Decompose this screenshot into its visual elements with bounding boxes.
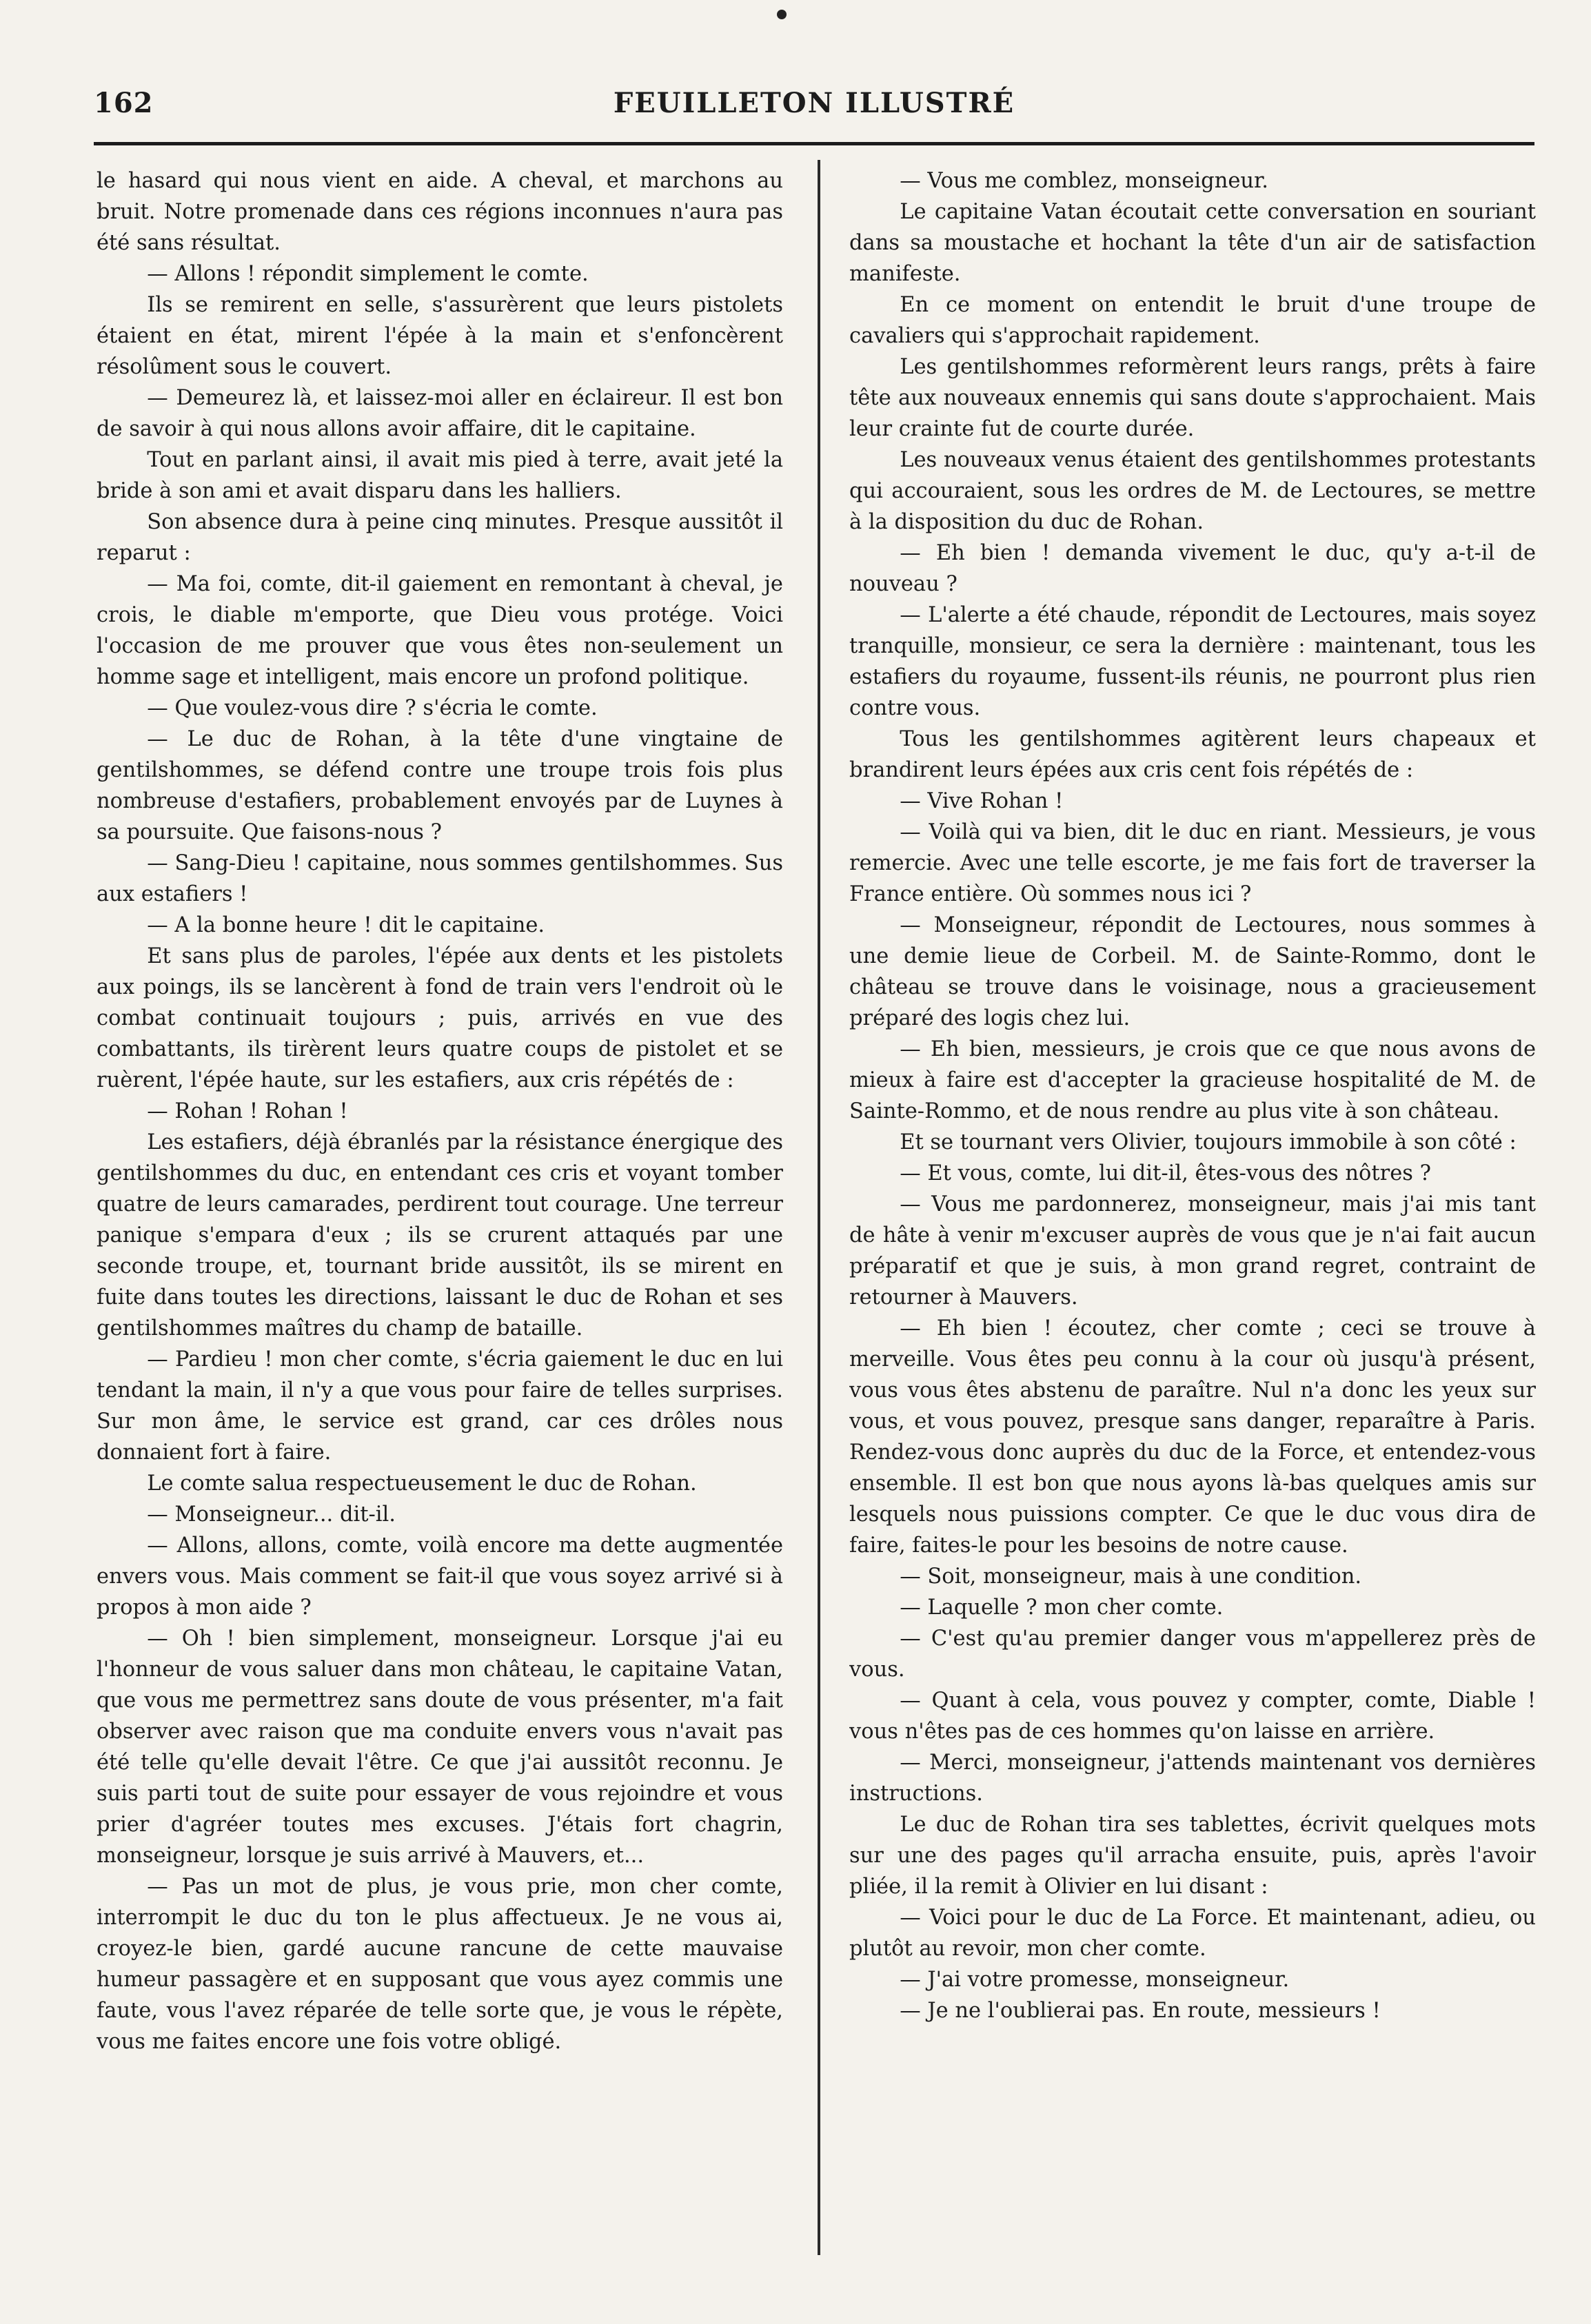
paragraph: — Pas un mot de plus, je vous prie, mon cher comte, interrompit le duc du ton le plus affectueux. Je ne vous ai, croyez-le bien, gardé aucune rancune de cette mauvaise humeur passagère et en supposant que vous ayez commis une faute, vous l'avez réparée de telle sorte que, je vous le répète, vous me faites encore une fois votre obligé. — [97, 1875, 783, 2054]
paragraph: — Allons ! répondit simplement le comte. — [147, 262, 589, 286]
paragraph: — Sang-Dieu ! capitaine, nous sommes gentilshommes. Sus aux estafiers ! — [97, 851, 783, 906]
paragraph: Les gentilshommes reformèrent leurs rangs, prêts à faire tête aux nouveaux ennemis qui sans doute s'approchaient. Mais leur crainte fut de courte durée. — [849, 355, 1536, 441]
paragraph: Et se tournant vers Olivier, toujours immobile à son côté : — [900, 1130, 1517, 1154]
ink-blot — [777, 10, 787, 19]
paragraph: — Soit, monseigneur, mais à une condition. — [900, 1564, 1362, 1589]
paragraph: — Monseigneur... dit-il. — [147, 1502, 396, 1527]
paragraph: — Eh bien ! écoutez, cher comte ; ceci se trouve à merveille. Vous êtes peu connu à la cour où jusqu'à présent, vous vous êtes abstenu de paraître. Nul n'a donc les yeux sur vous, et vous pouvez, presque sans danger, reparaître à Paris. Rendez-vous donc auprès du duc de la Force, et entendez-vous ensemble. Il est bon que nous ayons là-bas quelques amis sur lesquels nous puissions compter. Ce que le duc vous dira de faire, faites-le pour les besoins de notre cause. — [849, 1316, 1536, 1558]
page-header — [94, 87, 1534, 135]
paragraph: — Voilà qui va bien, dit le duc en riant. Messieurs, je vous remercie. Avec une telle escorte, je me fais fort de traverser la France entière. Où sommes nous ici ? — [849, 820, 1536, 906]
header-rule — [94, 142, 1534, 145]
paragraph: — Monseigneur, répondit de Lectoures, nous sommes à une demie lieue de Corbeil. M. de Sainte-Rommo, dont le château se trouve dans le voisinage, nous a gracieusement préparé des logis chez lui. — [849, 913, 1536, 1030]
column-divider — [818, 160, 820, 2255]
page-number: 162 — [94, 87, 154, 119]
paragraph: — L'alerte a été chaude, répondit de Lectoures, mais soyez tranquille, monsieur, ce sera la dernière : maintenant, tous les estafiers du royaume, fussent-ils réunis, ne pourront plus rien contre vous. — [849, 603, 1536, 720]
paragraph: — Allons, allons, comte, voilà encore ma dette augmentée envers vous. Mais comment se fait-il que vous soyez arrivé si à propos à mon aide ? — [97, 1533, 783, 1620]
paragraph: — Que voulez-vous dire ? s'écria le comte. — [147, 696, 598, 720]
paragraph: le hasard qui nous vient en aide. A cheval, et marchons au bruit. Notre promenade dans ces régions inconnues n'aura pas été sans résultat. — [97, 169, 783, 255]
paragraph: Les estafiers, déjà ébranlés par la résistance énergique des gentilshommes du duc, en entendant ces cris et voyant tomber quatre de leurs camarades, perdirent tout courage. Une terreur panique s'empara d'eux ; ils se crurent attaqués par une seconde troupe, et, tournant bride aussitôt, ils se mirent en fuite dans toutes les directions, laissant le duc de Rohan et ses gentilshommes maîtres du champ de bataille. — [97, 1130, 783, 1341]
paragraph: Le duc de Rohan tira ses tablettes, écrivit quelques mots sur une des pages qu'il arracha ensuite, puis, après l'avoir pliée, il la remit à Olivier en lui disant : — [849, 1813, 1536, 1899]
paragraph: — Et vous, comte, lui dit-il, êtes-vous des nôtres ? — [900, 1161, 1431, 1185]
right-column — [849, 165, 1536, 2254]
paragraph: Tout en parlant ainsi, il avait mis pied à terre, avait jeté la bride à son ami et avait disparu dans les halliers. — [97, 448, 783, 503]
paragraph: — A la bonne heure ! dit le capitaine. — [147, 913, 545, 937]
paragraph: — Quant à cela, vous pouvez y compter, comte, Diable ! vous n'êtes pas de ces hommes qu'on laisse en arrière. — [849, 1689, 1536, 1744]
paragraph: — Le duc de Rohan, à la tête d'une vingtaine de gentilshommes, se défend contre une troupe trois fois plus nombreuse d'estafiers, probablement envoyés par de Luynes à sa poursuite. Que faisons-nous ? — [97, 727, 783, 844]
paragraph: — Vous me pardonnerez, monseigneur, mais j'ai mis tant de hâte à venir m'excuser auprès de vous que je n'ai fait aucun préparatif et que je suis, à mon grand regret, contraint de retourner à Mauvers. — [849, 1192, 1536, 1309]
paragraph: — Je ne l'oublierai pas. En route, messieurs ! — [900, 1999, 1381, 2023]
left-column — [97, 165, 783, 2254]
paragraph: — Eh bien ! demanda vivement le duc, qu'y a-t-il de nouveau ? — [849, 541, 1536, 596]
paragraph: — Eh bien, messieurs, je crois que ce que nous avons de mieux à faire est d'accepter la gracieuse hospitalité de M. de Sainte-Rommo, et de nous rendre au plus vite à son château. — [849, 1037, 1536, 1123]
paragraph: Tous les gentilshommes agitèrent leurs chapeaux et brandirent leurs épées aux cris cent fois répétés de : — [849, 727, 1536, 782]
paragraph: Son absence dura à peine cinq minutes. Presque aussitôt il reparut : — [97, 510, 783, 565]
paragraph: Ils se remirent en selle, s'assurèrent que leurs pistolets étaient en état, mirent l'épée à la main et s'enfoncèrent résolûment sous le couvert. — [97, 293, 783, 379]
paragraph: — Vous me comblez, monseigneur. — [900, 169, 1268, 193]
paragraph: — Merci, monseigneur, j'attends maintenant vos dernières instructions. — [849, 1751, 1536, 1806]
paragraph: Le capitaine Vatan écoutait cette conversation en souriant dans sa moustache et hochant la tête d'un air de satisfaction manifeste. — [849, 200, 1536, 286]
paragraph: — Voici pour le duc de La Force. Et maintenant, adieu, ou plutôt au revoir, mon cher comte. — [849, 1906, 1536, 1961]
paragraph: — J'ai votre promesse, monseigneur. — [900, 1968, 1290, 1992]
paragraph: — Laquelle ? mon cher comte. — [900, 1596, 1224, 1620]
running-title: FEUILLETON ILLUSTRÉ — [613, 87, 1015, 119]
paragraph: Les nouveaux venus étaient des gentilshommes protestants qui accouraient, sous les ordres de M. de Lectoures, se mettre à la disposition du duc de Rohan. — [849, 448, 1536, 534]
paragraph: Le comte salua respectueusement le duc de Rohan. — [147, 1471, 697, 1496]
paragraph: — Oh ! bien simplement, monseigneur. Lorsque j'ai eu l'honneur de vous saluer dans mon château, le capitaine Vatan, que vous me permettrez sans doute de vous présenter, m'a fait observer avec raison que ma conduite envers vous n'avait pas été telle qu'elle devait l'être. Ce que j'ai aussitôt reconnu. Je suis parti tout de suite pour essayer de vous rejoindre et vous prier d'agréer toutes mes excuses. J'étais fort chagrin, monseigneur, lorsque je suis arrivé à Mauvers, et... — [97, 1627, 783, 1868]
paragraph: — Demeurez là, et laissez-moi aller en éclaireur. Il est bon de savoir à qui nous allons avoir affaire, dit le capitaine. — [97, 386, 783, 441]
paragraph: — Vive Rohan ! — [900, 789, 1064, 813]
paragraph: — C'est qu'au premier danger vous m'appellerez près de vous. — [849, 1627, 1536, 1682]
paragraph: — Ma foi, comte, dit-il gaiement en remontant à cheval, je crois, le diable m'emporte, que Dieu vous protége. Voici l'occasion de me prouver que vous êtes non-seulement un homme sage et intelligent, mais encore un profond politique. — [97, 572, 783, 689]
paragraph: — Rohan ! Rohan ! — [147, 1099, 348, 1123]
paragraph: — Pardieu ! mon cher comte, s'écria gaiement le duc en lui tendant la main, il n'y a que vous pour faire de telles surprises. Sur mon âme, le service est grand, car ces drôles nous donnaient fort à faire. — [97, 1347, 783, 1465]
paragraph: En ce moment on entendit le bruit d'une troupe de cavaliers qui s'approchait rapidement. — [849, 293, 1536, 348]
paragraph: Et sans plus de paroles, l'épée aux dents et les pistolets aux poings, ils se lancèrent à fond de train vers l'endroit où le combat continuait toujours ; puis, arrivés en vue des combattants, ils tirèrent leurs quatre coups de pistolet et se ruèrent, l'épée haute, sur les estafiers, aux cris répétés de : — [97, 944, 783, 1092]
